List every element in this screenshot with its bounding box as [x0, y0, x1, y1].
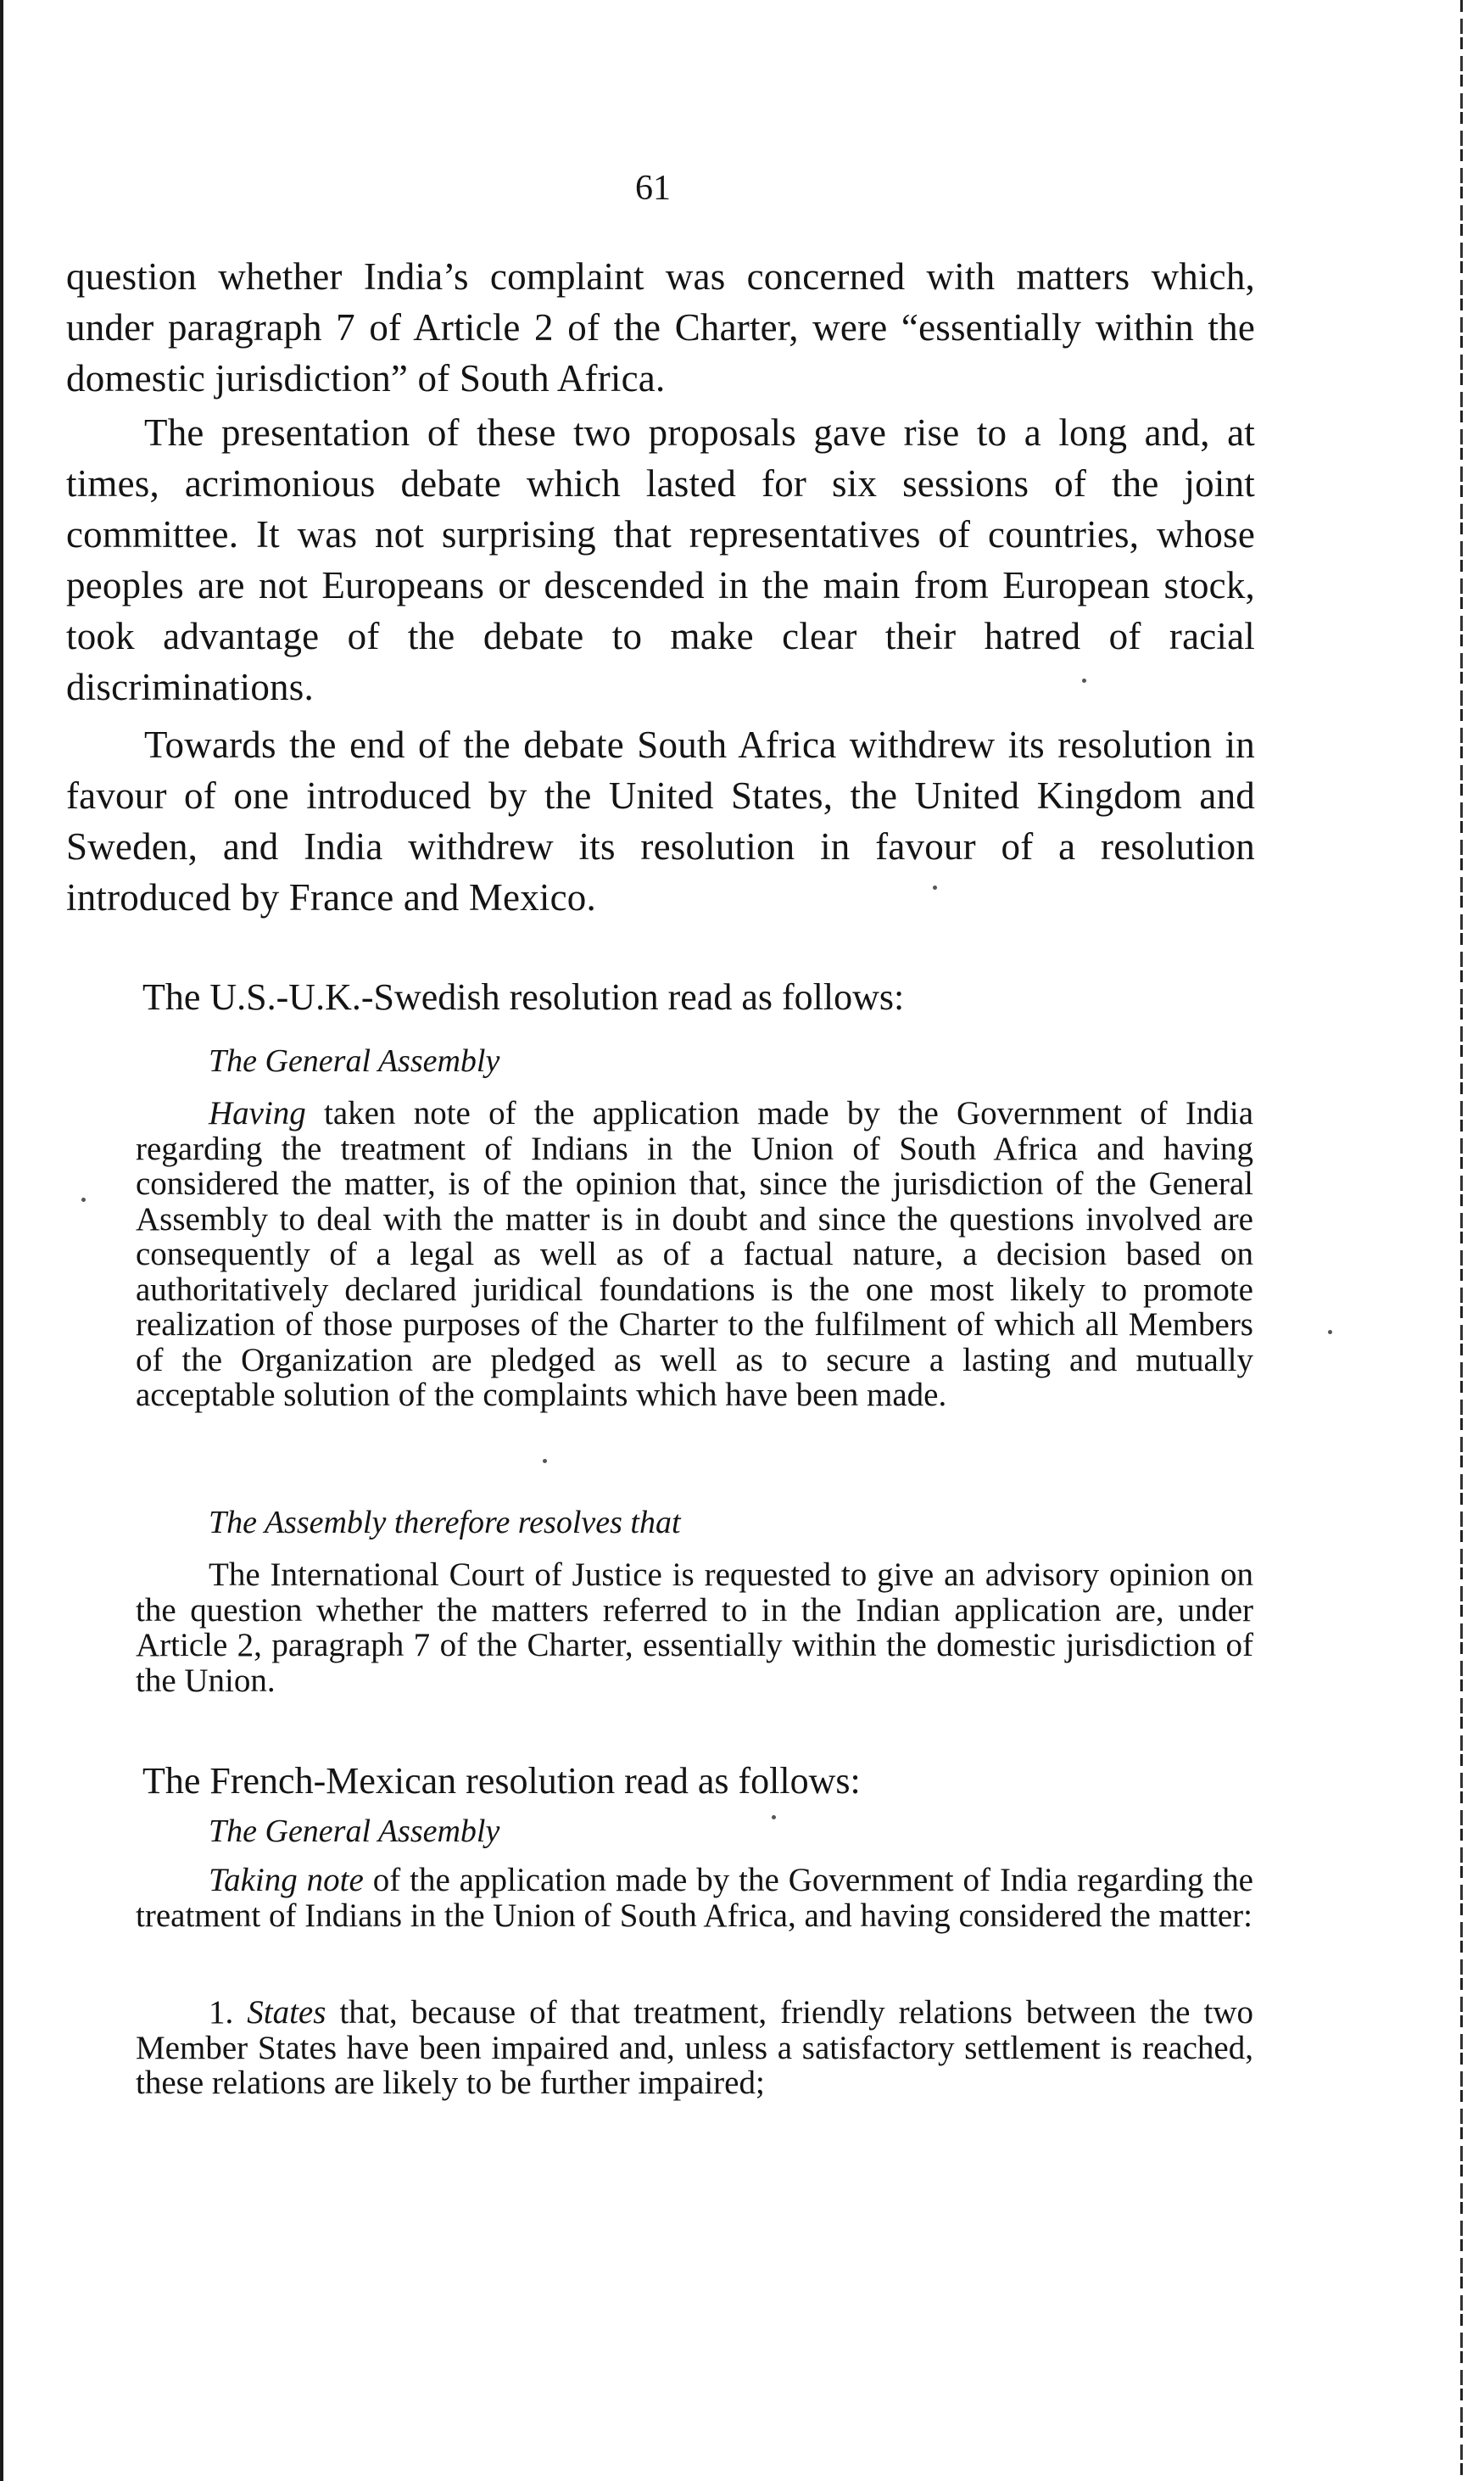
item-lead-word: States: [247, 1994, 326, 2031]
scan-speck: [543, 1459, 547, 1463]
paragraph-withdrawal: Towards the end of the debate South Africa withdrew its resolution in favour of one introduced by the United States, the United Kingdom and Sweden, and India withdrew its resolution in favour of a resolution introduced by France and Mexico.: [66, 724, 1255, 919]
item-number: 1.: [209, 1994, 234, 2031]
scan-speck: [1328, 1330, 1332, 1334]
french-mexican-preamble: [136, 1863, 1253, 1933]
french-mexican-heading: The General Assembly: [209, 1813, 500, 1849]
preamble-lead-word: Having: [209, 1095, 306, 1132]
us-uk-swedish-resolves-heading: The Assembly therefore resolves that: [209, 1505, 681, 1540]
scan-speck: [772, 1815, 776, 1819]
paragraph-debate: The presentation of these two proposals gave rise to a long and, at times, acrimonious debate which lasted for six sessions of the joint committee. It was not surprising that representatives of countries, whose peoples are not Europeans or descended in the main from European stock, took advantage of the debate to make clear their hatred of racial discriminations.: [66, 411, 1255, 708]
french-mexican-intro: The French-Mexican resolution read as follows:: [142, 1760, 861, 1802]
scan-speck: [1082, 679, 1086, 683]
right-page-edge: [1460, 0, 1463, 2481]
page-number: 61: [635, 169, 671, 208]
preamble-text: taken note of the application made by the Government of India regarding the treatment of Indians in the Union of South Africa and having considered the matter, is of the opinion that, since the jurisdiction of the General Assembly to deal with the matter is in doubt and since the questions involved are consequently of a legal as well as of a factual nature, a decision based on authoritatively declared juridical foundations is the one most likely to promote realization of those purposes of the Charter to the fulfilment of which all Members of the Organization are pledged as well as to secure a lasting and mutually acceptable solution of the complaints which have been made.: [136, 1095, 1253, 1413]
us-uk-swedish-resolution: The International Court of Justice is requested to give an advisory opinion on the question whether the matters referred to in the Indian application are, under Article 2, paragraph 7 of the Charter, essentially within the domestic jurisdiction of the Union.: [136, 1556, 1253, 1699]
left-page-edge: [0, 0, 3, 2481]
scan-speck: [933, 886, 937, 890]
preamble-lead-word: Taking note: [209, 1862, 364, 1898]
item-text: that, because of that treatment, friendly relations between the two Member States have been impaired and, unless a satisfactory settlement is reached, these relations are likely to be further impaired;: [136, 1994, 1253, 2101]
us-uk-swedish-heading: The General Assembly: [209, 1043, 500, 1079]
french-mexican-item-1: [136, 1995, 1253, 2101]
us-uk-swedish-preamble: [136, 1096, 1253, 1413]
paragraph-domestic-jurisdiction: question whether India’s complaint was concerned with matters which, under paragraph 7 of Article 2 of the Charter, were “essentially within the domestic jurisdiction” of South Africa.: [66, 255, 1255, 400]
us-uk-swedish-intro: The U.S.-U.K.-Swedish resolution read as follows:: [142, 976, 905, 1018]
scan-speck: [81, 1198, 86, 1202]
preamble-text: of the application made by the Government of India regarding the treatment of Indians in the Union of South Africa, and having considered the matter:: [136, 1862, 1253, 1934]
